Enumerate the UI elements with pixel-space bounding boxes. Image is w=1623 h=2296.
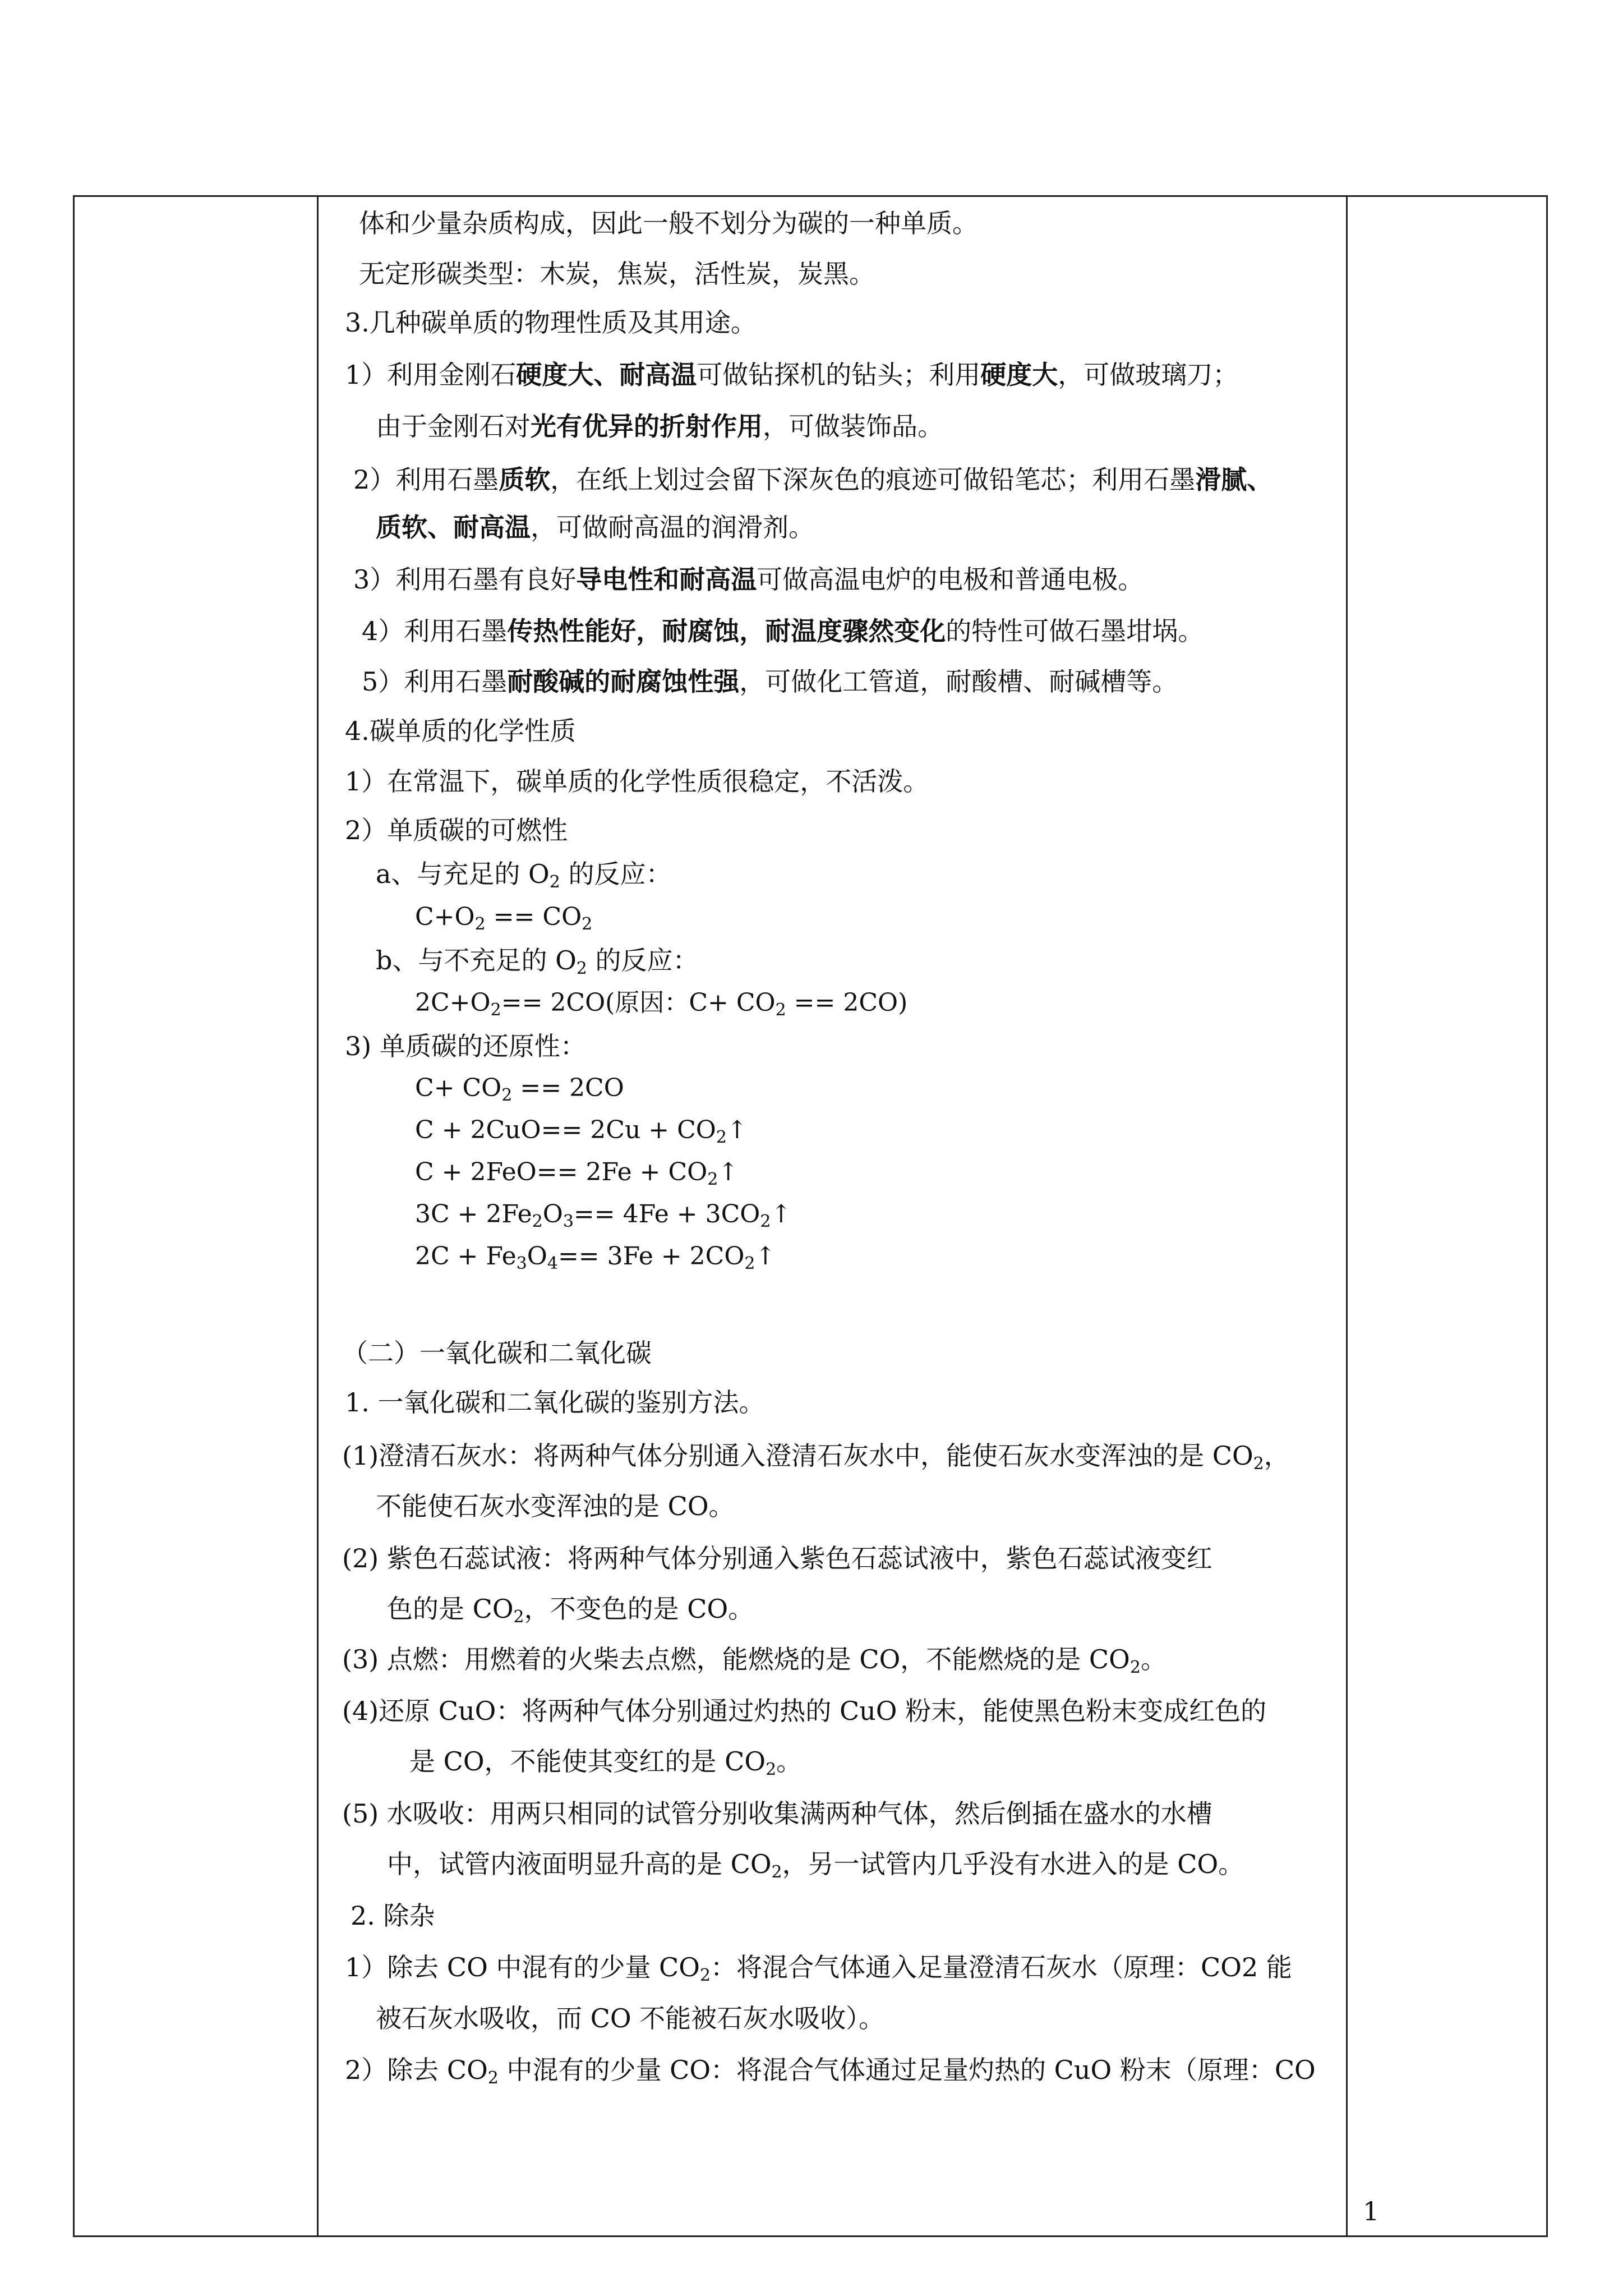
column-divider-1	[317, 195, 319, 2237]
equation: $C+ CO_2 == 2CO$	[415, 1074, 624, 1105]
text-line: 3) 单质碳的还原性：	[345, 1031, 586, 1061]
equation: $3C + 2Fe_2O_3== 4Fe$ + $3CO_2↑$	[415, 1200, 792, 1231]
text-line: 2）利用石墨质软，在纸上划过会留下深灰色的痕迹可做铅笔芯；利用石墨滑腻、	[353, 464, 1273, 495]
page-number: 1	[1363, 2196, 1380, 2226]
text-line: b、与不充足的 $O_2$ 的反应：	[376, 945, 699, 978]
text-line: 无定形碳类型：木炭，焦炭，活性炭，炭黑。	[359, 259, 875, 289]
text-line: 不能使石灰水变浑浊的是 CO。	[376, 1491, 735, 1521]
text-line: (3) 点燃：用燃着的火柴去点燃，能燃烧的是 CO，不能燃烧的是 $CO_2$。	[342, 1644, 1166, 1677]
text-line: 体和少量杂质构成，因此一般不划分为碳的一种单质。	[359, 208, 978, 238]
text-line: 2）单质碳的可燃性	[345, 815, 568, 845]
text-line: 是 CO，不能使其变红的是 $CO_2$。	[409, 1746, 803, 1779]
text-line: (2) 紫色石蕊试液：将两种气体分别通入紫色石蕊试液中，紫色石蕊试液变红	[342, 1543, 1212, 1573]
text-line: 中，试管内液面明显升高的是 $CO_2$，另一试管内几乎没有水进入的是 CO。	[387, 1849, 1244, 1882]
text-line: 质软、耐高温，可做耐高温的润滑剂。	[376, 512, 814, 542]
equation: $2C+O_2== 2CO$(原因：$C+ CO_2 == 2CO$)	[415, 988, 908, 1020]
text-line: 4）利用石墨传热性能好，耐腐蚀，耐温度骤然变化的特性可做石墨坩埚。	[362, 616, 1204, 646]
text-line: 色的是 $CO_2$，不变色的是 CO。	[387, 1594, 754, 1627]
text-line: 1）在常温下，碳单质的化学性质很稳定，不活泼。	[345, 766, 929, 797]
section-heading: 4.碳单质的化学性质	[345, 716, 576, 746]
text-line: 2）除去 $CO_2$ 中混有的少量 CO：将混合气体通过足量灼热的 CuO 粉末（原理：CO	[345, 2055, 1316, 2088]
equation: $C + 2FeO== 2Fe + CO_2↑$	[415, 1158, 739, 1189]
text-line: 由于金刚石对光有优异的折射作用，可做装饰品。	[376, 411, 943, 441]
text-line: 被石灰水吸收，而 CO 不能被石灰水吸收）。	[376, 2003, 885, 2033]
text-line: 3）利用石墨有良好导电性和耐高温可做高温电炉的电极和普通电极。	[353, 564, 1144, 595]
table-frame	[73, 195, 1548, 2237]
section-heading: （二）一氧化碳和二氧化碳	[342, 1338, 652, 1368]
text-line: (4)还原 CuO：将两种气体分别通过灼热的 CuO 粉末，能使黑色粉末变成红色的	[342, 1696, 1267, 1726]
text-line: 5）利用石墨耐酸碱的耐腐蚀性强，可做化工管道，耐酸槽、耐碱槽等。	[362, 666, 1178, 697]
equation: $C+O_2 == CO_2$	[415, 903, 593, 934]
section-heading: 1. 一氧化碳和二氧化碳的鉴别方法。	[345, 1387, 765, 1418]
text-line: 1）利用金刚石硬度大、耐高温可做钻探机的钻头；利用硬度大，可做玻璃刀；	[345, 360, 1239, 390]
column-divider-2	[1346, 195, 1348, 2237]
equation: $C + 2CuO== 2Cu + CO_2↑$	[415, 1116, 748, 1147]
text-line: (1)澄清石灰水：将两种气体分别通入澄清石灰水中，能使石灰水变浑浊的是 $CO_2$，	[342, 1441, 1290, 1474]
section-heading: 2. 除杂	[351, 1901, 435, 1931]
equation: $2C + Fe_3O_4== 3Fe$ + $2CO_2↑$	[415, 1242, 776, 1273]
text-line: a、与充足的 $O_2$ 的反应：	[376, 859, 672, 892]
text-line: (5) 水吸收：用两只相同的试管分别收集满两种气体，然后倒插在盛水的水槽	[342, 1798, 1212, 1829]
section-heading: 3.几种碳单质的物理性质及其用途。	[345, 307, 757, 338]
text-line: 1）除去 CO 中混有的少量 $CO_2$：将混合气体通入足量澄清石灰水（原理：CO2 能	[345, 1952, 1292, 1985]
